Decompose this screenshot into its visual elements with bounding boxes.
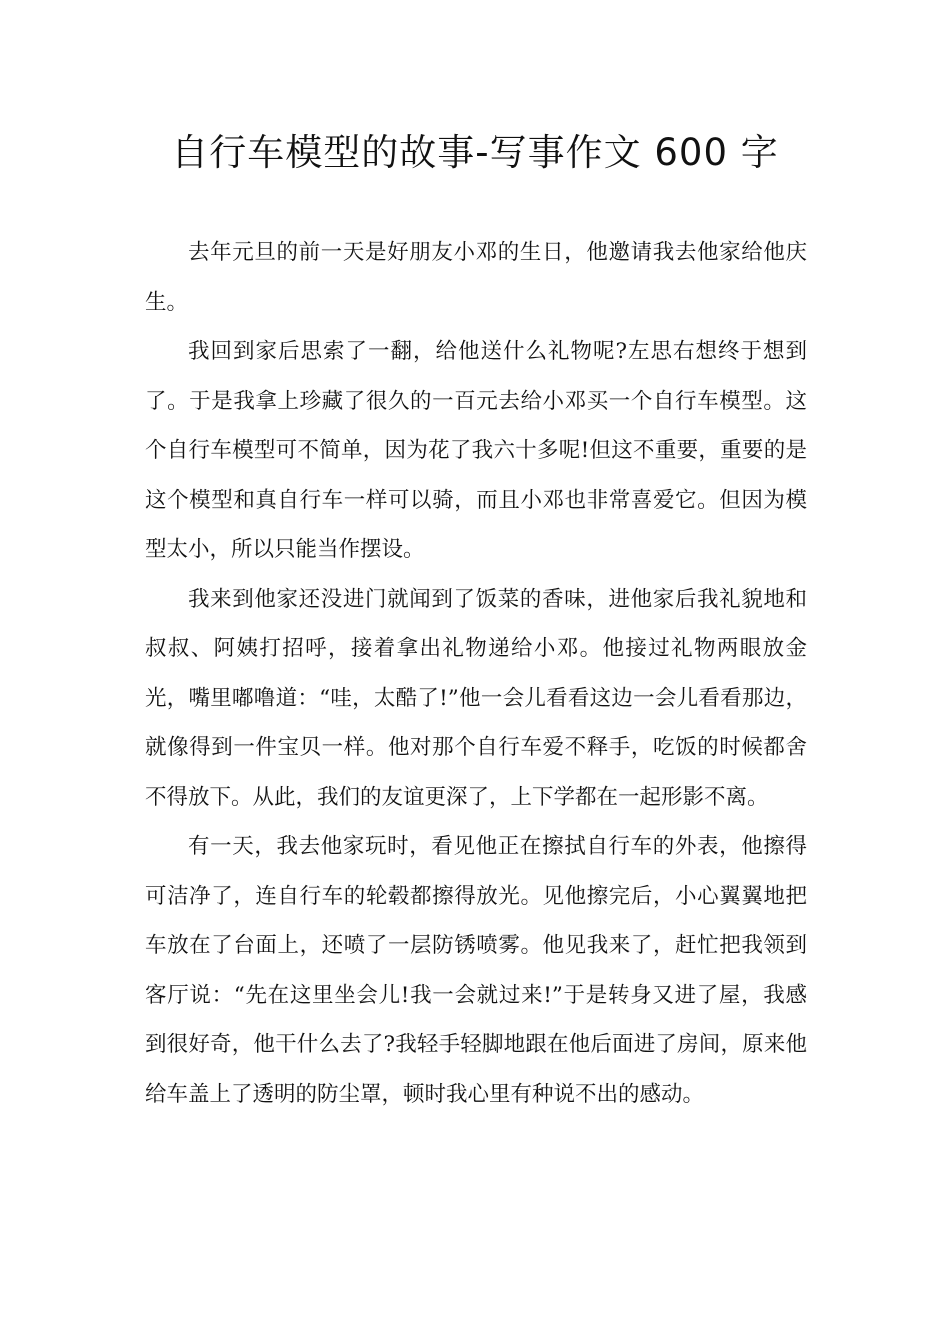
- document-body: [145, 228, 807, 1119]
- paragraph: 有一天，我去他家玩时，看见他正在擦拭自行车的外表，他擦得可洁净了，连自行车的轮毂都擦得放光。见他擦完后，小心翼翼地把车放在了台面上，还喷了一层防锈喷雾。他见我来了，赶忙把我领到客厅说：“先在这里坐会儿!我一会就过来!”于是转身又进了屋，我感到很好奇，他干什么去了?我轻手轻脚地跟在他后面进了房间，原来他给车盖上了透明的防尘罩，顿时我心里有种说不出的感动。: [145, 834, 807, 1107]
- paragraph: 去年元旦的前一天是好朋友小邓的生日，他邀请我去他家给他庆生。: [145, 240, 807, 315]
- document-title: 自行车模型的故事-写事作文 600 字: [171, 131, 779, 174]
- paragraph: 我来到他家还没进门就闻到了饭菜的香味，进他家后我礼貌地和叔叔、阿姨打招呼，接着拿出礼物递给小邓。他接过礼物两眼放金光，嘴里嘟噜道：“哇，太酷了!”他一会儿看看这边一会儿看看那边，就像得到一件宝贝一样。他对那个自行车爱不释手，吃饭的时候都舍不得放下。从此，我们的友谊更深了，上下学都在一起形影不离。: [145, 586, 807, 810]
- paragraph: 我回到家后思索了一翻，给他送什么礼物呢?左思右想终于想到了。于是我拿上珍藏了很久的一百元去给小邓买一个自行车模型。这个自行车模型可不简单，因为花了我六十多呢!但这不重要，重要的是这个模型和真自行车一样可以骑，而且小邓也非常喜爱它。但因为模型太小，所以只能当作摆设。: [145, 339, 807, 562]
